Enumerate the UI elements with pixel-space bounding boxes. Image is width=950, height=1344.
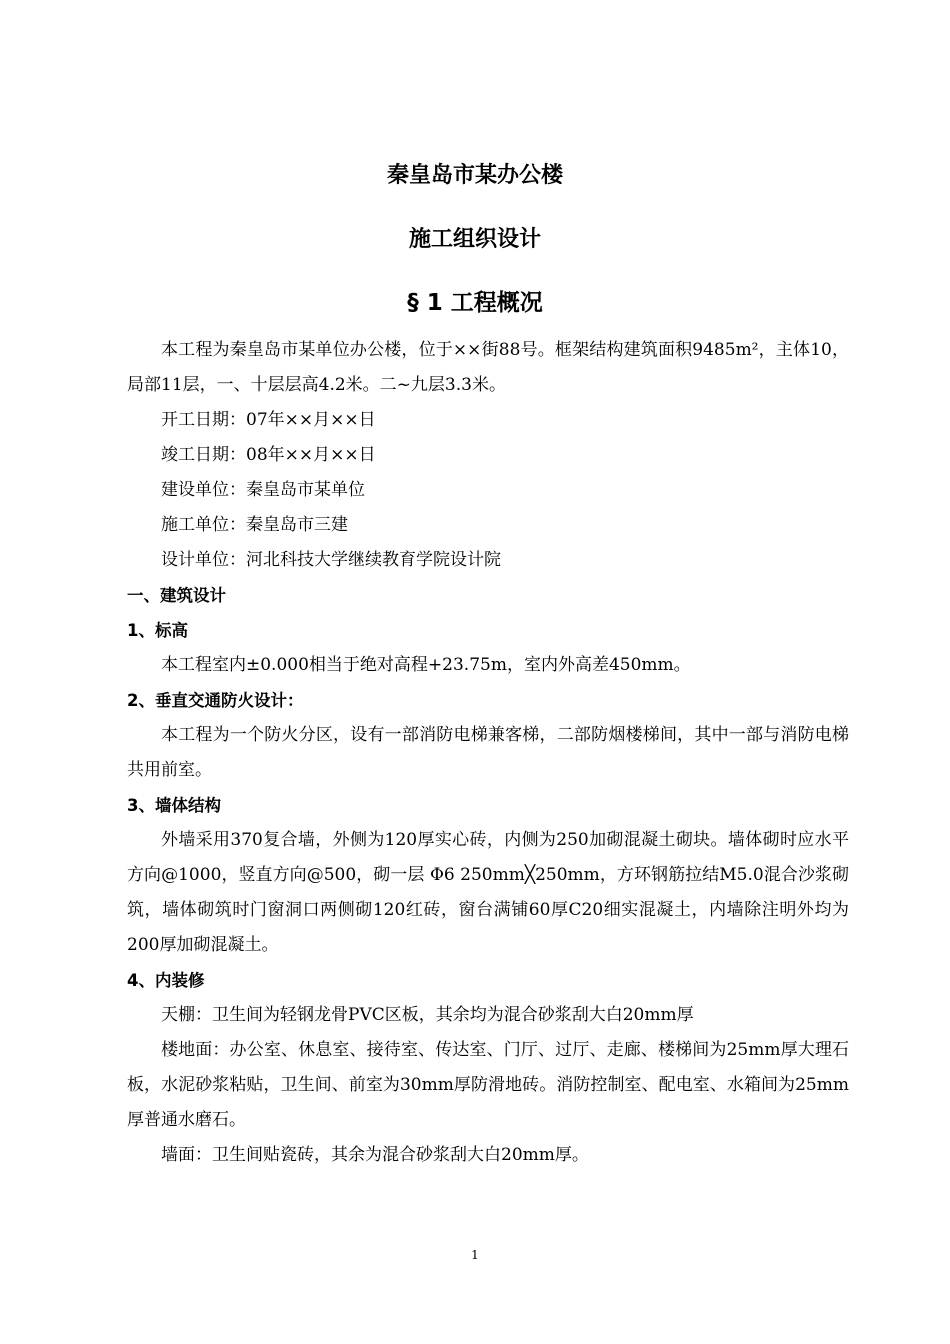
contractor-unit: 施工单位：秦皇岛市三建 — [161, 515, 348, 535]
page-number: 1 — [471, 1248, 479, 1262]
owner-unit: 建设单位：秦皇岛市某单位 — [161, 480, 365, 500]
design-unit: 设计单位：河北科技大学继续教育学院设计院 — [161, 550, 501, 570]
elevation-paragraph: 本工程室内±0.000相当于绝对高程+23.75m，室内外高差450mm。 — [161, 655, 691, 675]
document-title: 秦皇岛市某办公楼 — [386, 163, 563, 188]
section-heading-arch: 一、建筑设计 — [127, 586, 226, 605]
intro-paragraph: 本工程为秦皇岛市某单位办公楼，位于××街88号。框架结构建筑面积9485m²，主体10，局部11层，一、十层层高4.2米。二~九层3.3米。 — [127, 340, 849, 395]
end-date: 竣工日期：08年××月××日 — [161, 445, 376, 465]
subsection-heading-interior: 4、内装修 — [127, 971, 205, 990]
subsection-heading-fire: 2、垂直交通防火设计： — [127, 691, 304, 710]
document-body — [127, 333, 849, 1173]
floor-paragraph: 楼地面：办公室、休息室、接待室、传达室、门厅、过厅、走廊、楼梯间为25mm厚大理石板，水泥砂浆粘贴，卫生间、前室为30mm厚防滑地砖。消防控制室、配电室、水箱间为25mm厚普通水磨石。 — [127, 1040, 849, 1130]
wall-finish-paragraph: 墙面：卫生间贴瓷砖，其余为混合砂浆刮大白20mm厚。 — [161, 1145, 589, 1165]
chapter-heading: § 1 工程概况 — [407, 290, 543, 316]
start-date: 开工日期：07年××月××日 — [161, 410, 376, 430]
subsection-heading-wall: 3、墙体结构 — [127, 796, 221, 815]
subsection-heading-elevation: 1、标高 — [127, 621, 188, 640]
document-subtitle: 施工组织设计 — [408, 227, 541, 252]
fire-paragraph: 本工程为一个防火分区，设有一部消防电梯兼客梯，二部防烟楼梯间，其中一部与消防电梯共用前室。 — [127, 725, 849, 780]
wall-paragraph: 外墙采用370复合墙，外侧为120厚实心砖，内侧为250加砌混凝土砌块。墙体砌时应水平方向@1000，竖直方向@500，砌一层 Φ6 250mm╳250mm，方环钢筋拉结M5.0混合沙浆砌筑，墙体砌筑时门窗洞口两侧砌120红砖，窗台满铺60厚C20细实混凝土，内墙除注明外均为200厚加砌混凝土。 — [127, 830, 849, 955]
ceiling-paragraph: 天棚：卫生间为轻钢龙骨PVC区板，其余均为混合砂浆刮大白20mm厚 — [161, 1005, 694, 1025]
